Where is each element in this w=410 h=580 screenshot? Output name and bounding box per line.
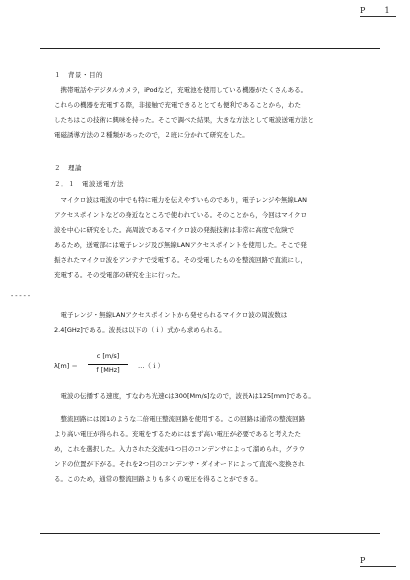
formula-tag: …（ｉ） bbox=[138, 362, 164, 370]
text-line: あるため，送電部には電子レンジ及び無線LANアクセスポイントを使用した。そこで発 bbox=[54, 241, 307, 249]
section-heading-background: １ 背景・目的 bbox=[54, 71, 103, 79]
text-line: 波を中心に研究をした。高周波であるマイクロ波の発振技術は非常に高度で危険で bbox=[54, 226, 295, 234]
wavelength-formula bbox=[54, 352, 254, 380]
text-line: 電磁誘導方法の２種類があったので，２班に分かれて研究をした。 bbox=[54, 131, 249, 139]
text-line: より高い電圧が得られる。充電をするためにはまず高い電圧が必要であると考えたた bbox=[54, 430, 301, 438]
formula-numerator: c [m/s] bbox=[96, 352, 120, 360]
text-line: これらの機器を充電する際，非接触で充電できるととても便利であることから，わた bbox=[54, 101, 301, 109]
cut-line-mark: ----- bbox=[10, 292, 32, 300]
text-line: 振されたマイクロ波をアンテナで受電する。その受電したものを整流回路で直流にし， bbox=[54, 256, 307, 264]
paragraph-wavelength bbox=[54, 389, 380, 404]
formula-denominator: f [MHz] bbox=[96, 366, 120, 374]
text-line: る。このため，通常の整流回路よりも多くの電圧を得ることができる。 bbox=[54, 475, 262, 483]
section-body-background bbox=[54, 83, 380, 143]
page-number-footer bbox=[360, 556, 396, 567]
page-prefix: P bbox=[360, 6, 366, 15]
text-line: め，これを選択した。入力された交流が1つ目のコンデンサによって溜められ，グラウ bbox=[54, 445, 306, 453]
text-line: 整流回路には図1のような二倍電圧整流回路を使用する。この回路は通常の整流回路 bbox=[54, 415, 306, 423]
text-line: 電子レンジ・無線LANアクセスポイントから発せられるマイクロ波の周波数は bbox=[54, 311, 288, 319]
text-line: ンドの位置が下がる。それを2つ目のコンデンサ・ダイオードによって直流へ変換され bbox=[54, 460, 305, 468]
text-line: 2.4[GHz]である。波長は以下の（ｉ）式から求められる。 bbox=[54, 326, 226, 334]
paragraph-frequency bbox=[54, 308, 380, 338]
text-line: したちはこの技術に興味を持った。そこで調べた結果，大きな方法として電波送電方法と bbox=[54, 116, 314, 124]
subsection-heading-microwave: ２．１ 電波送電方法 bbox=[54, 180, 124, 188]
footer-page-prefix: P bbox=[360, 556, 366, 565]
page-number: 1 bbox=[384, 6, 390, 15]
text-line: アクセスポイントなどの身近なところで使われている。そのことから，今回はマイクロ bbox=[54, 211, 307, 219]
text-line: マイクロ波は電波の中でも特に電力を伝えやすいものであり，電子レンジや無線LAN bbox=[54, 196, 307, 204]
text-line: 電波の伝播する速度，すなわち光速cは300[Mm/s]なので，波長λは125[mm]である。 bbox=[54, 392, 315, 400]
section-heading-theory: ２ 理論 bbox=[54, 164, 82, 172]
paragraph-rectifier bbox=[54, 412, 380, 487]
page-number-header bbox=[360, 6, 396, 17]
text-line: 充電する。その受電部の研究を主に行った。 bbox=[54, 271, 184, 279]
fraction-bar bbox=[88, 364, 128, 365]
text-line: 携帯電話やデジタルカメラ，iPodなど，充電池を使用している機器がたくさんある。 bbox=[54, 86, 308, 94]
paragraph-microwave-intro bbox=[54, 193, 380, 283]
formula-lhs: λ[m] ＝ bbox=[54, 362, 78, 370]
